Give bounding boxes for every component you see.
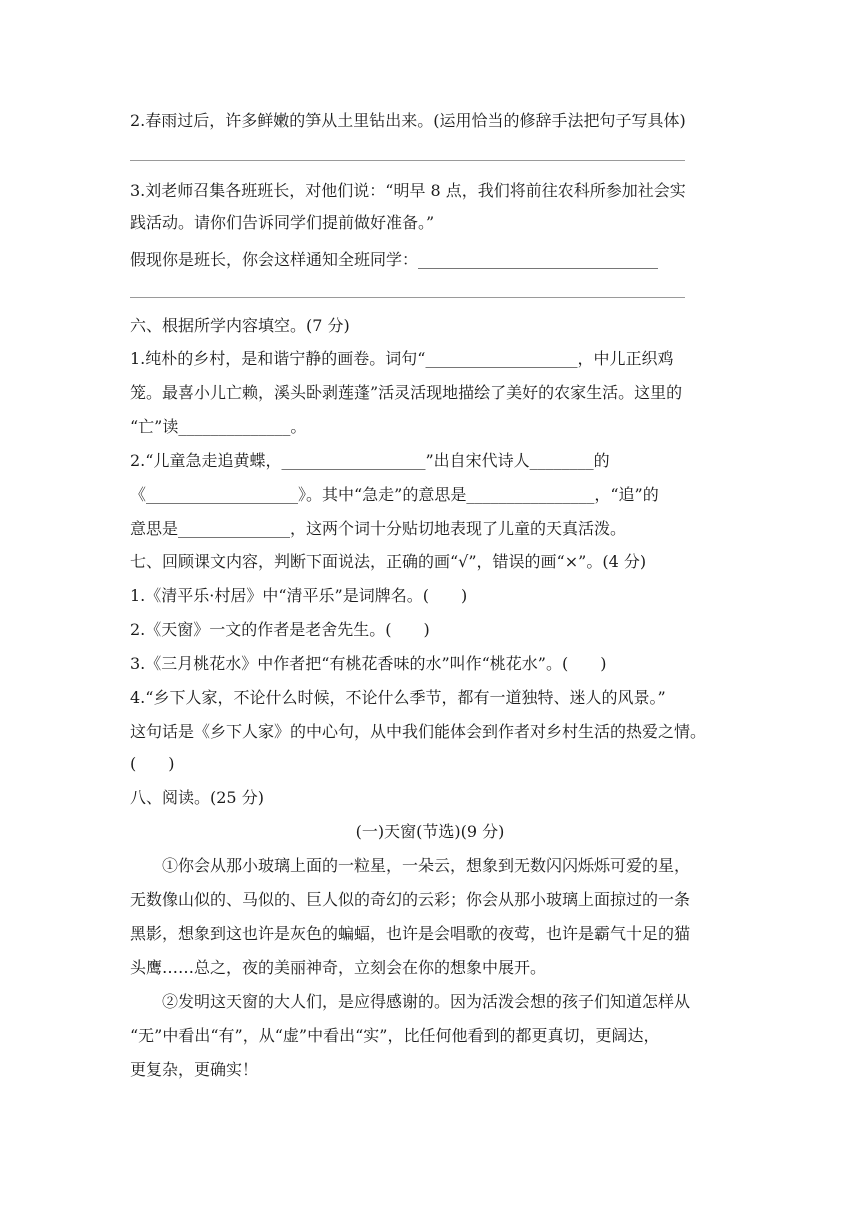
- q5-item3-line3: 假现你是班长，你会这样通知全班同学：______________________________: [130, 250, 659, 269]
- q6-heading: 六、根据所学内容填空。(7 分): [130, 316, 350, 335]
- q6-item2-line1: 2.“儿童急走追黄蝶，__________________”出自宋代诗人________的: [130, 451, 610, 470]
- paragraph-1-line4: 头鹰……总之，夜的美丽神奇，立刻会在你的想象中展开。: [130, 958, 547, 977]
- q6-item2-line2: 《___________________》。其中“急走”的意思是________________，“追”的: [130, 485, 659, 504]
- q7-heading: 七、回顾课文内容，判断下面说法，正确的画“√”，错误的画“×”。(4 分): [130, 552, 647, 571]
- q5-item2: 2.春雨过后，许多鲜嫩的笋从土里钻出来。(运用恰当的修辞手法把句子写具体): [130, 111, 686, 130]
- q5-item3-line2: 践活动。请你们告诉同学们提前做好准备。”: [130, 213, 435, 232]
- q8-heading: 八、阅读。(25 分): [130, 788, 264, 807]
- q7-item2: 2.《天窗》一文的作者是老舍先生。( ): [130, 620, 430, 639]
- q7-item4-line2: 这句话是《乡下人家》的中心句，从中我们能体会到作者对乡村生活的热爱之情。: [130, 722, 707, 741]
- paragraph-2-line3: 更复杂，更确实！: [130, 1060, 259, 1079]
- paragraph-1-line2: 无数像山似的、马似的、巨人似的奇幻的云彩；你会从那小玻璃上面掠过的一条: [130, 890, 691, 909]
- paragraph-1-line3: 黑影，想象到这也许是灰色的蝙蝠，也许是会唱歌的夜莺，也许是霸气十足的猫: [130, 924, 691, 943]
- paragraph-2-line2: “无”中看出“有”，从“虚”中看出“实”，比任何他看到的都更真切，更阔达，: [130, 1026, 660, 1045]
- answer-line[interactable]: [130, 160, 685, 161]
- q6-item1-line3: “亡”读______________。: [130, 417, 307, 436]
- paragraph-1-line1: ①你会从那小玻璃上面的一粒星，一朵云，想象到无数闪闪烁烁可爱的星，: [130, 856, 691, 875]
- q6-item2-line3: 意思是______________，这两个词十分贴切地表现了儿童的天真活泼。: [130, 519, 627, 538]
- paragraph-2-line1: ②发明这天窗的大人们，是应得感谢的。因为活泼会想的孩子们知道怎样从: [130, 992, 691, 1011]
- q7-item1: 1.《清平乐·村居》中“清平乐”是词牌名。( ): [130, 586, 468, 605]
- passage-title: (一)天窗(节选)(9 分): [355, 822, 505, 841]
- q7-item4-line3: ( ): [130, 754, 175, 773]
- q6-item1-line1: 1.纯朴的乡村，是和谐宁静的画卷。词句“___________________，中儿正织鸡: [130, 349, 674, 368]
- answer-line[interactable]: [130, 297, 685, 298]
- q7-item3: 3.《三月桃花水》中作者把“有桃花香味的水”叫作“桃花水”。( ): [130, 654, 607, 673]
- q5-item3-line1: 3.刘老师召集各班班长，对他们说：“明早 8 点，我们将前往农科所参加社会实: [130, 181, 686, 200]
- q6-item1-line2: 笼。最喜小儿亡赖，溪头卧剥莲蓬”活灵活现地描绘了美好的农家生活。这里的: [130, 383, 683, 402]
- q7-item4-line1: 4.“乡下人家，不论什么时候，不论什么季节，都有一道独特、迷人的风景。”: [130, 688, 666, 707]
